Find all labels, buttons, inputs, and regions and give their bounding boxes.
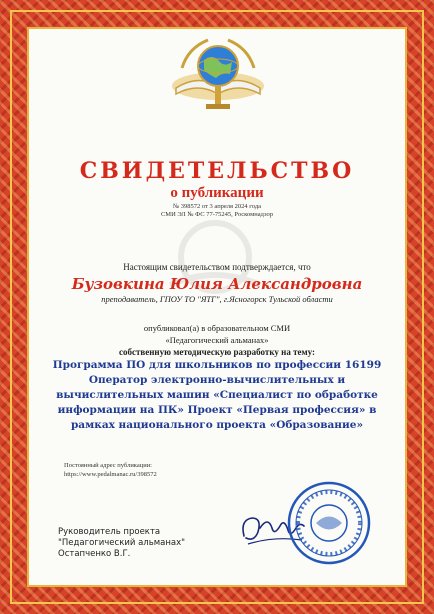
media-registration: СМИ ЭЛ № ФС 77-75245, Роскомнадзор (160, 211, 274, 218)
signatory-name: Остапченко В.Г. (58, 549, 131, 559)
address-url[interactable]: https://www.pedalmanac.ru/398572 (64, 471, 157, 478)
address-label: Постоянный адрес публикации: (64, 462, 152, 469)
work-title-line: Оператор электронно-вычислительных и (88, 374, 346, 386)
globe-book-laurel-icon (168, 28, 268, 128)
work-title-line: вычислительных машин «Специалист по обработке (56, 389, 378, 401)
published-line-1: опубликовал(а) в образовательном СМИ (143, 323, 291, 333)
confirm-text: Настоящим свидетельством подтверждается, что (123, 262, 311, 272)
certificate-subtitle: о публикации (170, 185, 264, 201)
published-line-3: собственную методическую разработку на тему: (118, 347, 315, 357)
certificate-title: СВИДЕТЕЛЬСТВО (79, 158, 355, 184)
recipient-name: Бузовкина Юлия Александровна (71, 275, 363, 293)
signatory-role: Руководитель проекта (58, 527, 161, 537)
published-line-2: «Педагогический альманах» (165, 335, 269, 345)
signatory-project: "Педагогический альманах" (58, 538, 186, 548)
round-stamp-icon (286, 480, 372, 566)
certificate-number: № 398572 от 3 апреля 2024 года (172, 203, 262, 210)
recipient-position: преподаватель, ГПОУ ТО "ЯТГ", г.Ясногорск Тульской области (101, 294, 333, 304)
work-title-line: рамках национального проекта «Образование» (70, 419, 364, 431)
work-title-line: информации на ПК» Проект «Первая профессия» в (57, 404, 377, 416)
work-title-line: Программа ПО для школьников по профессии 16199 (52, 359, 382, 371)
